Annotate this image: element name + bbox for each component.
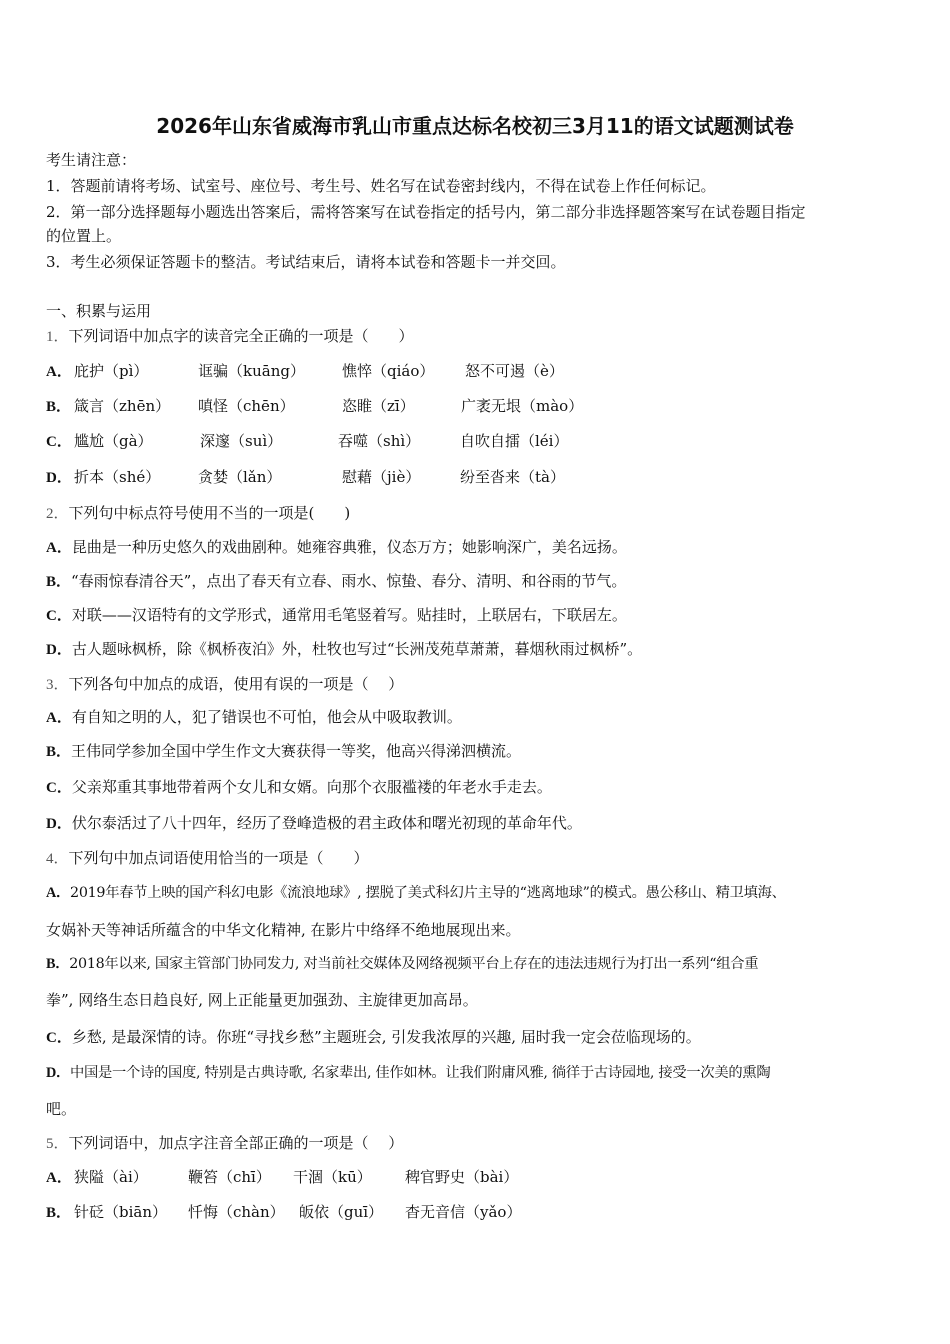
option-d: [46, 813, 582, 834]
word: 狭隘（ài）: [74, 1168, 148, 1186]
option-text: 昆曲是一种历史悠久的戏曲剧种。她雍容典雅，仪态万方；她影响深广，美名远扬。: [71, 538, 627, 556]
word: 针砭（biān）: [74, 1203, 168, 1221]
option-label: A．: [46, 885, 71, 901]
option-label: A．: [46, 710, 72, 726]
word: 自吹自擂（léi）: [460, 432, 569, 450]
option-label: A．: [46, 1170, 72, 1186]
option-label: B．: [46, 1205, 72, 1221]
word: 干涸（kū）: [293, 1168, 372, 1186]
option-a-continued: 女娲补天等神话所蕴含的中华文化精神, 在影片中络绎不绝地展现出来。: [46, 921, 521, 939]
question-number: 1．: [46, 329, 69, 345]
option-text: 古人题咏枫桥，除《枫桥夜泊》外，杜牧也写过“长洲茂苑草萧萧，暮烟秋雨过枫桥”。: [71, 640, 643, 658]
word: 折本（shé）: [74, 468, 161, 486]
word: 尴尬（gà）: [74, 432, 153, 450]
word: 憔悴（qiáo）: [342, 362, 435, 380]
word: 鞭笞（chī）: [188, 1168, 271, 1186]
option-text: 有自知之明的人，犯了错误也不可怕，他会从中吸取教训。: [71, 708, 462, 726]
option-label: B．: [46, 574, 72, 590]
option-text: 中国是一个诗的国度, 特别是古典诗歌, 名家辈出, 佳作如林。让我们附庸风雅, 徜徉于古诗园地, 接受一次美的熏陶: [70, 1065, 771, 1081]
option-c: [46, 605, 627, 626]
option-c: [46, 777, 552, 798]
question-2: [46, 503, 350, 524]
word: 皈依（guī）: [299, 1203, 384, 1221]
option-b: [46, 954, 758, 974]
option-label: A．: [46, 364, 72, 380]
option-label: B．: [46, 399, 72, 415]
question-stem: 下列各句中加点的成语，使用有误的一项是（ ）: [68, 675, 404, 693]
word: 诓骗（kuāng）: [198, 362, 305, 380]
option-text: 伏尔泰活过了八十四年，经历了登峰造极的君主政体和曙光初现的革命年代。: [71, 814, 582, 832]
option-label: C．: [46, 1030, 72, 1046]
section-heading: 一、积累与运用: [46, 302, 152, 320]
notice-item: 的位置上。: [46, 227, 122, 245]
option-b: [46, 571, 626, 592]
word: 恣睢（zī）: [342, 397, 415, 415]
option-label: C．: [46, 608, 72, 624]
option-d: [46, 1063, 770, 1083]
question-stem: 下列句中标点符号使用不当的一项是( ): [68, 504, 351, 522]
option-label: B．: [46, 744, 72, 760]
option-text: 父亲郑重其事地带着两个女儿和女婿。向那个衣服褴褛的年老水手走去。: [71, 778, 552, 796]
option-b: [46, 1202, 846, 1222]
option-label: A．: [46, 540, 72, 556]
option-b: [46, 396, 846, 416]
word: 庇护（pì）: [74, 362, 149, 380]
question-number: 4．: [46, 851, 69, 867]
option-a: [46, 883, 786, 903]
option-label: D．: [46, 470, 72, 486]
question-3: [46, 674, 403, 695]
option-a: [46, 1167, 846, 1187]
word: 稗官野史（bài）: [405, 1168, 519, 1186]
word: 忏悔（chàn）: [188, 1203, 285, 1221]
option-label: D．: [46, 1065, 71, 1081]
word: 怒不可遏（è）: [465, 362, 564, 380]
option-text: 王伟同学参加全国中学生作文大赛获得一等奖，他高兴得涕泗横流。: [71, 742, 522, 760]
option-d: [46, 639, 642, 660]
notice-item: 2．第一部分选择题每小题选出答案后，需将答案写在试卷指定的括号内，第二部分非选择题答案写在试卷题目指定: [46, 203, 806, 221]
word: 贪婪（lǎn）: [198, 468, 282, 486]
word: 杳无音信（yǎo）: [405, 1203, 522, 1221]
option-c: [46, 431, 846, 451]
question-stem: 下列词语中加点字的读音完全正确的一项是（ ）: [68, 327, 414, 345]
option-a: [46, 361, 846, 381]
word: 吞噬（shì）: [338, 432, 421, 450]
notice-item: 1．答题前请将考场、试室号、座位号、考生号、姓名写在试卷密封线内，不得在试卷上作任何标记。: [46, 177, 716, 195]
option-d: [46, 467, 846, 487]
option-a: [46, 707, 462, 728]
word: 深邃（suì）: [200, 432, 283, 450]
notice-heading: 考生请注意：: [46, 151, 137, 169]
option-a: [46, 537, 627, 558]
exam-title: 2026年山东省威海市乳山市重点达标名校初三3月11的语文试题测试卷: [156, 114, 794, 138]
option-text: 乡愁, 是最深情的诗。你班“寻找乡愁”主题班会, 引发我浓厚的兴趣, 届时我一定会莅临现场的。: [71, 1028, 701, 1046]
option-b-continued: 拳”, 网络生态日趋良好, 网上正能量更加强劲、主旋律更加高昂。: [46, 991, 478, 1009]
question-1: [46, 326, 414, 347]
word: 嗔怪（chēn）: [198, 397, 295, 415]
question-number: 5．: [46, 1136, 69, 1152]
question-number: 2．: [46, 506, 69, 522]
option-text: 2019年春节上映的国产科幻电影《流浪地球》, 摆脱了美式科幻片主导的“逃离地球”的模式。愚公移山、精卫填海、: [70, 885, 786, 901]
option-d-continued: 吧。: [46, 1100, 77, 1118]
question-number: 3．: [46, 677, 69, 693]
question-stem: 下列句中加点词语使用恰当的一项是（ ）: [68, 849, 369, 867]
question-4: [46, 848, 369, 869]
option-label: B．: [46, 956, 70, 972]
word: 箴言（zhēn）: [74, 397, 171, 415]
option-text: 对联——汉语特有的文学形式，通常用毛笔竖着写。贴挂时，上联居右，下联居左。: [71, 606, 627, 624]
option-label: C．: [46, 434, 72, 450]
option-text: 2018年以来, 国家主管部门协同发力, 对当前社交媒体及网络视频平台上存在的违法违规行为打出一系列“组合重: [69, 956, 759, 972]
option-b: [46, 741, 521, 762]
word: 纷至沓来（tà）: [460, 468, 565, 486]
word: 慰藉（jiè）: [342, 468, 421, 486]
question-stem: 下列词语中，加点字注音全部正确的一项是（ ）: [68, 1134, 404, 1152]
option-text: “春雨惊春清谷天”，点出了春天有立春、雨水、惊蛰、春分、清明、和谷雨的节气。: [71, 572, 627, 590]
option-c: [46, 1027, 701, 1048]
option-label: D．: [46, 642, 72, 658]
word: 广袤无垠（mào）: [461, 397, 584, 415]
notice-item: 3．考生必须保证答题卡的整洁。考试结束后，请将本试卷和答题卡一并交回。: [46, 253, 566, 271]
option-label: D．: [46, 816, 72, 832]
option-label: C．: [46, 780, 72, 796]
question-5: [46, 1133, 403, 1154]
